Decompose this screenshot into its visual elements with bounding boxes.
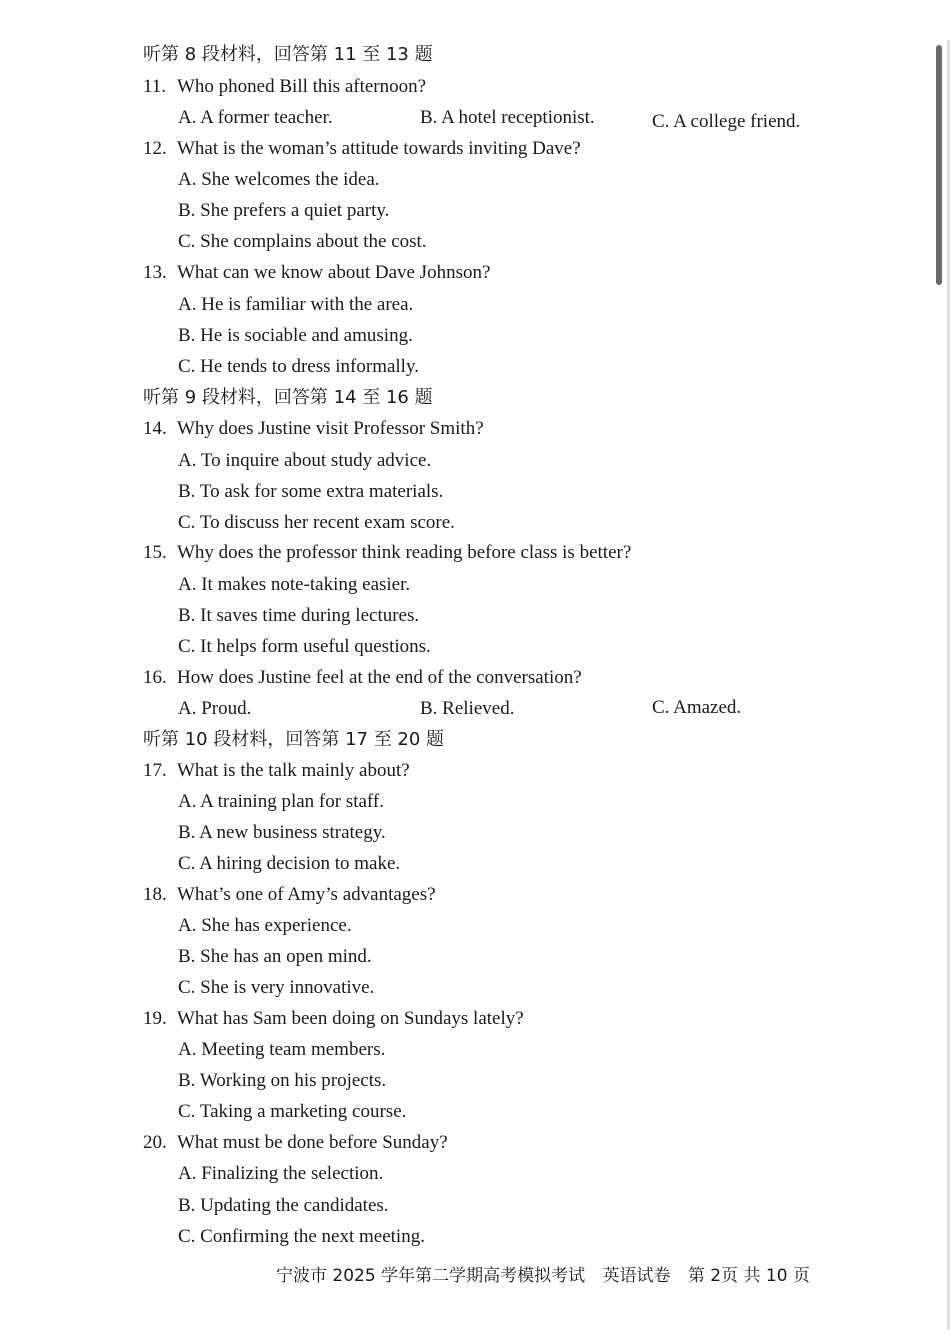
option-15-c: C. It helps form useful questions. (178, 636, 431, 657)
option-12-b: B. She prefers a quiet party. (178, 200, 390, 221)
question-12 (143, 138, 581, 160)
option-12-c: C. She complains about the cost. (178, 231, 427, 252)
page-footer (276, 1261, 822, 1286)
option-11-b: B. A hotel receptionist. (420, 107, 595, 128)
section-heading: 听第 8 段材料，回答第 11 至 13 题 (143, 44, 433, 65)
question-16 (143, 667, 582, 689)
option-11-a: A. A former teacher. (178, 107, 333, 128)
option-18-c: C. She is very innovative. (178, 977, 375, 998)
question-text: What is the woman’s attitude towards inviting Dave? (177, 138, 581, 159)
question-number: 13. (143, 262, 167, 283)
option-16-a: A. Proud. (178, 698, 252, 719)
question-text: Why does Justine visit Professor Smith? (177, 418, 484, 439)
option-14-a: A. To inquire about study advice. (178, 450, 432, 471)
question-number: 12. (143, 138, 167, 159)
question-number: 16. (143, 667, 167, 688)
question-number: 15. (143, 542, 167, 563)
section-heading: 听第 9 段材料，回答第 14 至 16 题 (143, 387, 433, 408)
question-number: 11. (143, 76, 167, 97)
option-14-b: B. To ask for some extra materials. (178, 481, 444, 502)
question-number: 19. (143, 1008, 167, 1029)
option-12-a: A. She welcomes the idea. (178, 169, 380, 190)
question-14 (143, 418, 484, 440)
option-19-c: C. Taking a marketing course. (178, 1101, 407, 1122)
question-20 (143, 1132, 448, 1154)
footer-exam-title: 宁波市 2025 学年第二学期高考模拟考试 (276, 1266, 586, 1286)
option-17-a: A. A training plan for staff. (178, 791, 384, 812)
question-text: How does Justine feel at the end of the conversation? (177, 667, 582, 688)
option-16-c: C. Amazed. (652, 697, 742, 718)
question-number: 20. (143, 1132, 167, 1153)
option-20-a: A. Finalizing the selection. (178, 1163, 384, 1184)
option-20-c: C. Confirming the next meeting. (178, 1226, 425, 1247)
option-15-b: B. It saves time during lectures. (178, 605, 420, 626)
question-text: What is the talk mainly about? (177, 760, 410, 781)
question-text: Who phoned Bill this afternoon? (177, 76, 427, 97)
question-15 (143, 542, 631, 564)
question-text: What must be done before Sunday? (177, 1132, 448, 1153)
option-17-c: C. A hiring decision to make. (178, 853, 401, 874)
option-11-c: C. A college friend. (652, 111, 801, 132)
scan-binding-bar (936, 45, 942, 285)
option-18-a: A. She has experience. (178, 915, 352, 936)
option-13-a: A. He is familiar with the area. (178, 294, 414, 315)
question-18 (143, 884, 436, 906)
option-20-b: B. Updating the candidates. (178, 1195, 389, 1216)
option-13-c: C. He tends to dress informally. (178, 356, 419, 377)
option-16-b: B. Relieved. (420, 698, 515, 719)
footer-page-number: 第 2页 共 10 页 (687, 1266, 810, 1286)
option-19-b: B. Working on his projects. (178, 1070, 387, 1091)
option-13-b: B. He is sociable and amusing. (178, 325, 413, 346)
footer-subject: 英语试卷 (602, 1266, 671, 1286)
question-text: What’s one of Amy’s advantages? (177, 884, 436, 905)
question-13 (143, 262, 490, 284)
option-14-c: C. To discuss her recent exam score. (178, 512, 455, 533)
option-15-a: A. It makes note-taking easier. (178, 574, 411, 595)
question-11 (143, 76, 426, 98)
question-17 (143, 760, 410, 782)
option-17-b: B. A new business strategy. (178, 822, 386, 843)
question-19 (143, 1008, 524, 1030)
section-heading: 听第 10 段材料，回答第 17 至 20 题 (143, 729, 445, 750)
question-text: What has Sam been doing on Sundays lately? (177, 1008, 524, 1029)
question-text: What can we know about Dave Johnson? (177, 262, 491, 283)
option-19-a: A. Meeting team members. (178, 1039, 386, 1060)
question-text: Why does the professor think reading before class is better? (177, 542, 632, 563)
question-number: 17. (143, 760, 167, 781)
question-number: 18. (143, 884, 167, 905)
question-number: 14. (143, 418, 167, 439)
option-18-b: B. She has an open mind. (178, 946, 372, 967)
